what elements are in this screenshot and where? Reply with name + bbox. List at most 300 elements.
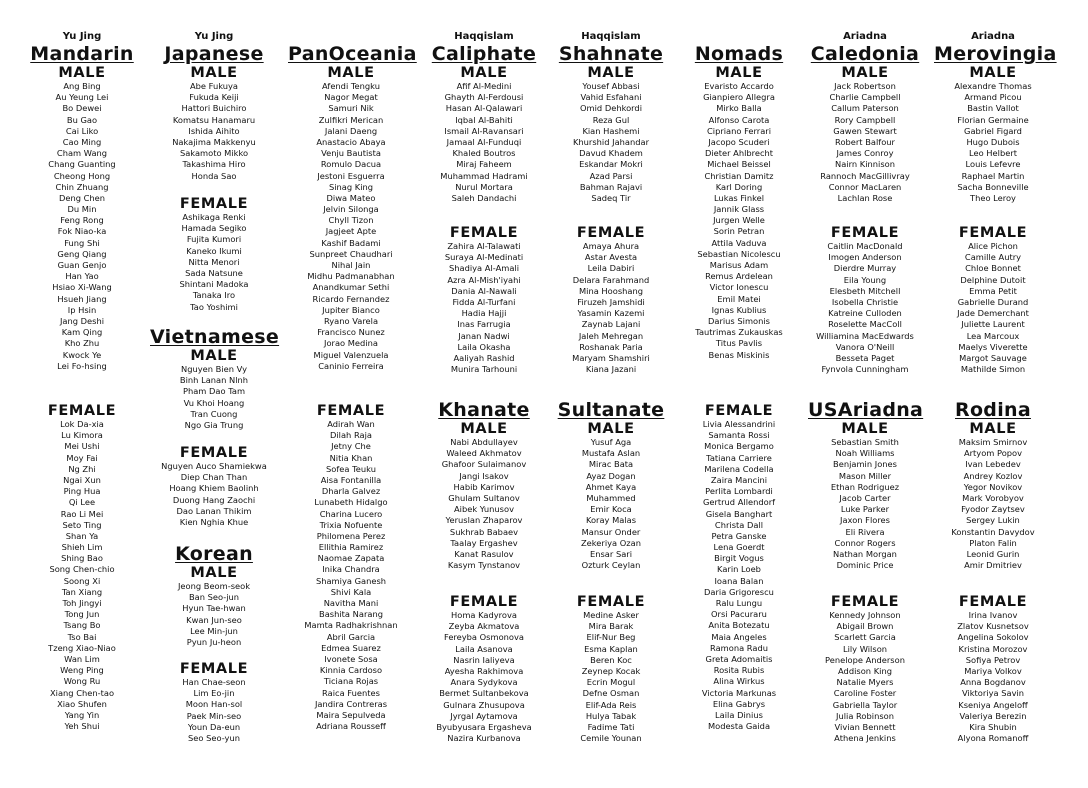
name-entry: Jannik Glass [713,204,765,215]
name-entry: Raica Fuentes [322,687,380,698]
male-heading: MALE [587,421,635,437]
name-entry: Julia Robinson [836,710,894,721]
name-entry: Nathan Morgan [833,548,897,559]
name-entry: Cai Liko [65,125,99,136]
name-entry: Bahman Rajavi [579,181,643,192]
name-entry: Medine Asker [583,610,639,620]
name-entry: Du Min [67,204,97,215]
name-entry: Adirah Wan [327,419,375,429]
female-names [686,419,792,732]
name-entry: Jeong Beom-seok [177,581,251,591]
name-entry: Sergey Lukin [966,515,1020,526]
female-names [288,419,414,732]
name-entry: Angelina Sokolov [957,632,1029,643]
name-entry: Inas Farrugia [457,319,511,330]
male-heading: MALE [460,421,508,437]
name-entry: Abe Fukuya [189,81,239,91]
name-entry: Abril Garcia [326,631,376,642]
name-entry: Dania Al-Nawali [451,285,517,296]
name-entry: Taalay Ergashev [450,537,518,548]
nation-title: Sultanate [557,399,665,421]
name-entry: Besseta Paget [835,352,895,363]
female-heading: FEMALE [830,594,900,610]
name-entry: Sadeq Tir [591,192,631,203]
name-entry: Chang Guanting [48,159,116,170]
name-entry: Nabi Abdullayev [450,437,518,447]
name-entry: Soong Xi [63,575,101,586]
name-entry: Platon Falin [969,537,1017,548]
name-entry: Azra Al-Mish'iyahi [447,274,521,285]
name-entry: Caroline Foster [833,688,897,699]
name-entry: Sofiya Petrov [965,654,1021,665]
section-caliphate-female [428,225,540,375]
name-entry: Ip Hsin [67,304,97,315]
name-entry: Alfonso Carota [708,114,770,125]
name-entry: Zulfikri Merican [318,114,384,125]
name-entry: Nitia Khan [329,452,373,463]
name-entry: Xiao Shufen [57,698,107,709]
name-entry: Benjamin Jones [833,459,897,470]
female-heading: FEMALE [316,403,386,419]
nation-title: USAriadna [808,399,924,421]
name-entry: Afif Al-Medini [456,81,512,91]
name-entry: Suraya Al-Medinati [444,252,524,263]
section-khanate [428,399,540,571]
female-names [808,241,922,375]
name-entry: Jagjeet Apte [325,226,377,237]
name-entry: Imogen Anderson [828,252,902,263]
name-entry: Koray Malas [585,515,637,526]
name-entry: Christa Dall [714,519,764,530]
name-entry: Attila Vaduva [711,237,767,248]
name-entry: Laila Asanova [455,643,513,654]
faction-label: Ariadna [843,31,887,42]
name-entry: Titus Pavlis [715,338,763,349]
name-entry: Ashikaga Renki [182,212,246,222]
name-entry: Dilah Raja [329,430,373,441]
name-entry: Mirac Bata [588,459,634,470]
name-entry: Kwock Ye [62,349,102,360]
nation-title: Khanate [438,399,530,421]
name-entry: Amir Dmitriev [964,560,1022,571]
name-entry: Gisela Banghart [705,508,773,519]
female-names [30,419,134,732]
male-names [934,81,1052,204]
name-entry: Fukuda Keiji [189,92,239,103]
name-entry: Karin Loeb [717,564,761,575]
name-entry: Wong Ru [63,676,101,687]
name-entry: Trixia Nofuente [319,519,383,530]
section-shahnate-female [556,225,666,375]
name-entry: Bashita Narang [319,609,383,620]
name-entry: Fyodor Zaytsev [961,504,1025,515]
name-entry: Komatsu Hanamaru [172,114,256,125]
name-entry: Au Yeung Lei [55,92,109,103]
name-entry: Scarlett Garcia [834,632,896,643]
name-entry: Amaya Ahura [582,241,640,251]
name-entry: Delara Farahmand [572,274,650,285]
name-entry: Guan Genjo [57,260,107,270]
name-entry: Saleh Dandachi [451,192,517,203]
name-entry: Kaneko Ikumi [186,245,242,256]
name-entry: Miraj Faheem [456,159,512,170]
name-entry: Nakajima Makkenyu [172,136,256,147]
name-entry: Abigail Brown [836,621,894,632]
male-heading: MALE [190,565,238,581]
name-entry: Mansur Onder [581,526,641,537]
name-entry: Louis Lefevre [965,159,1021,170]
male-names [428,437,540,571]
name-entry: Emir Koca [590,504,632,515]
name-entry: Mira Barak [588,621,634,632]
male-names [808,437,922,571]
name-entry: Sebastian Smith [831,437,899,447]
name-entry: Hugo Dubois [966,136,1020,147]
name-entry: Zeyba Akmatova [448,621,520,632]
name-entry: Caitlin MacDonald [827,241,903,251]
name-entry: Ishida Aihito [188,125,240,136]
male-names [808,81,922,204]
section-panoceania-female [288,403,414,732]
section-rodina-female [934,594,1052,744]
name-entry: Mina Hooshang [578,285,644,296]
female-names [556,610,666,744]
name-entry: Theo Leroy [970,192,1016,203]
section-caledonia-female [808,225,922,375]
name-entry: Jorao Medina [324,338,378,349]
nation-title: Nomads [694,43,784,65]
name-entry: Dharla Galvez [321,486,381,497]
name-entry: Gawen Stewart [833,125,897,136]
name-entry: Zeynep Kocak [581,665,641,676]
male-heading: MALE [969,65,1017,81]
name-entry: Ismail Al-Ravansari [444,125,524,136]
name-entry: Kiana Jazani [585,364,637,375]
name-entry: Shintani Madoka [179,279,249,290]
name-entry: Valeriya Berezin [959,710,1027,721]
name-entry: Kira Shubin [969,721,1017,732]
name-entry: Robert Balfour [835,136,895,147]
name-entry: Remus Ardelean [705,271,773,282]
section-nomads-female [686,403,792,732]
name-entry: Dieter Ahlbrecht [704,148,774,159]
name-entry: Honda Sao [191,170,237,181]
name-entry: Williamina MacEdwards [816,330,914,341]
name-entry: Irina Ivanov [968,610,1018,620]
name-entry: Eskandar Mokri [579,159,643,170]
name-entry: Bo Dewei [62,103,102,114]
female-names [934,241,1052,375]
section-nomads [686,43,792,361]
name-entry: Laila Okasha [457,341,511,352]
name-entry: Raphael Martin [961,170,1025,181]
name-entry: Reza Gul [592,114,630,125]
name-entry: Kian Hashemi [582,125,640,136]
name-entry: Habib Karimov [453,481,515,492]
name-entry: Mirko Balla [716,103,762,114]
name-entry: Jandira Contreras [314,698,388,709]
name-entry: Gabrielle Durand [957,296,1029,307]
female-heading: FEMALE [704,403,774,419]
name-entry: Tan Xiang [61,586,103,597]
name-entry: Inika Chandra [322,564,380,575]
name-entry: Shadiya Al-Amali [448,263,520,274]
name-entry: Philomena Perez [316,530,386,541]
name-entry: Mark Vorobyov [962,492,1024,503]
nation-title: Caliphate [431,43,537,65]
name-entry: Bu Gao [66,114,98,125]
name-entry: Munira Tarhouni [450,364,518,375]
name-entry: Jang Deshi [59,315,105,326]
name-entry: Maelys Viverette [958,341,1028,352]
name-entry: Maira Sepulveda [316,709,386,720]
name-entry: Dao Lanan Thikim [176,505,252,516]
male-heading: MALE [190,348,238,364]
name-entry: Hulya Tabak [585,710,637,721]
nation-title: Mandarin [30,43,134,65]
name-entry: Deng Chen [58,192,106,203]
name-entry: Sacha Bonneville [957,181,1029,192]
nation-title: Rodina [955,399,1031,421]
name-entry: Monica Bergamo [704,441,774,452]
name-entry: Seo Seo-yun [188,732,240,743]
name-entry: Firuzeh Jamshidi [577,296,645,307]
name-entry: Lee Min-jun [190,625,238,636]
name-entry: Anara Sydykova [450,677,518,688]
name-entry: Kasym Tynstanov [447,560,521,571]
name-entry: Charina Lucero [319,508,383,519]
name-entry: Moy Fai [66,452,98,463]
name-entry: Adriana Rousseff [316,721,386,732]
nation-title: Japanese [164,43,264,65]
name-entry: Tsang Bo [63,620,101,631]
name-entry: Juliette Laurent [961,319,1025,330]
name-entry: Charlie Campbell [829,92,901,103]
name-entry: Mariya Volkov [964,665,1022,676]
name-entry: Lachlan Rose [837,192,893,203]
name-entry: Ozturk Ceylan [581,560,641,571]
name-entry: Takashima Hiro [182,159,246,170]
male-heading: MALE [587,65,635,81]
name-entry: Sada Natsune [185,267,243,278]
name-entry: Iqbal Al-Bahiti [455,114,513,125]
name-entry: Afendi Tengku [322,81,380,91]
faction-label: Yu Jing [62,31,102,42]
name-entry: Gabriel Figard [964,125,1022,136]
name-entry: Ban Seo-jun [188,592,240,603]
female-heading: FEMALE [179,661,249,677]
section-mandarin [30,31,134,372]
name-entry: Yasamin Kazemi [577,308,645,319]
name-entry: Mei Ushi [64,441,100,452]
name-entry: Ayesha Rakhimova [444,665,524,676]
name-entry: Jangi Isakov [459,470,509,481]
name-entry: Elif-Ada Reis [585,699,637,710]
name-entry: Lily Wilson [842,643,888,654]
name-entry: Maia Angeles [711,631,767,642]
name-entry: Armand Picou [964,92,1022,103]
name-entry: Anita Botezatu [708,620,770,631]
name-entry: Xiang Chen-tao [49,687,115,698]
name-entry: Omid Dehkordi [580,103,642,114]
name-entry: Roselette MacColl [828,319,902,330]
name-entry: Lok Da-xia [60,419,104,429]
name-entry: Yeruslan Zhaparov [445,515,523,526]
name-entry: Delphine Dutoit [960,274,1026,285]
name-entry: Eila Young [843,274,887,285]
name-entry: Penelope Anderson [825,654,905,665]
name-entry: Anandkumar Sethi [312,282,390,293]
name-entry: Yang Yin [64,709,100,720]
name-entry: Hasan Al-Qalawari [445,103,523,114]
name-entry: Gulnara Zhusupova [443,699,525,710]
name-entry: Maryam Shamshiri [572,352,650,363]
section-mandarin-female [30,403,134,732]
name-entry: Jaleh Mehregan [578,330,644,341]
name-entry: Paek Min-seo [186,710,242,721]
name-entry: Esma Kaplan [584,643,638,654]
name-entry: Weng Ping [60,665,104,676]
female-names [428,610,540,744]
name-entry: Ramona Radu [710,642,768,653]
name-entry: Maksim Smirnov [958,437,1028,447]
name-entry: Addison King [838,665,892,676]
female-heading: FEMALE [449,225,519,241]
name-entry: Ahmet Kaya [585,481,637,492]
female-heading: FEMALE [449,594,519,610]
name-entry: Hsiao Xi-Wang [52,282,112,293]
female-heading: FEMALE [958,225,1028,241]
name-entry: Miguel Valenzuela [313,349,389,360]
name-entry: Jack Robertson [834,81,896,91]
name-entry: Margot Sauvage [959,352,1027,363]
name-entry: Pyun Ju-heon [186,636,242,647]
name-entry: James Conroy [836,148,894,159]
faction-label: Haqqislam [581,31,641,42]
name-entry: Shivi Kala [330,586,372,597]
name-entry: Tran Cuong [190,408,238,419]
name-entry: Lu Kimora [61,430,103,441]
name-entry: Duong Hang Zaochi [172,494,256,505]
section-caliphate [428,31,540,204]
name-entry: Gianpiero Allegra [703,92,775,103]
name-entry: Ryano Varela [323,315,379,326]
name-entry: Defne Osman [582,688,640,699]
name-entry: Hsueh Jiang [57,293,107,304]
section-usariadna [808,399,922,571]
name-entry: Zekeriya Ozan [581,537,641,548]
name-entry: Vu Khoi Hoang [183,397,245,408]
name-entry: Shing Bao [61,553,103,564]
section-panoceania [288,43,417,372]
name-entry: Sunpreet Chaudhari [309,248,393,259]
name-entry: Dierdre Murray [833,263,897,274]
name-entry: Diwa Mateo [326,192,376,203]
name-entry: Nagor Megat [324,92,378,103]
name-entry: Alyona Romanoff [957,733,1029,744]
name-entry: Petra Ganske [711,530,767,541]
male-heading: MALE [58,65,106,81]
name-entry: Tanaka Iro [192,290,236,301]
name-entry: Dominic Price [836,560,894,571]
male-names [934,437,1052,571]
name-entry: Jamaal Al-Funduqi [446,136,522,147]
name-entry: Sofea Teuku [326,463,376,474]
name-entry: Nasrin Ialiyeva [453,654,515,665]
name-entry: Luke Parker [840,504,890,515]
name-entry: Leo Helbert [969,148,1017,159]
name-entry: Ayaz Dogan [586,470,636,481]
name-entry: Kinnia Cardoso [319,665,383,676]
name-entry: Gertrud Allendorf [702,497,776,508]
name-entry: Elif-Nur Beg [586,632,636,643]
name-entry: Ethan Rodriguez [830,481,900,492]
name-entry: Hamada Segiko [181,223,247,234]
section-vietnamese [150,326,278,431]
name-entry: Chyll Tizon [328,215,374,226]
nation-title: Shahnate [558,43,664,65]
male-heading: MALE [841,421,889,437]
section-sultanate [556,399,666,571]
name-entry: Shieh Lim [61,542,103,553]
name-entry: Astar Avesta [584,252,638,263]
name-entry: Anastacio Abaya [316,136,386,147]
female-names [556,241,666,375]
name-entry: Emma Petit [969,285,1017,296]
name-entry: Elesbeth Mitchell [829,285,901,296]
name-entry: Muhammed [586,492,636,503]
name-entry: Modesta Gaida [707,721,771,732]
name-entry: Zaynab Lajani [581,319,641,330]
name-entry: Francisco Nunez [317,327,385,338]
name-entry: Jelvin Silonga [323,204,379,215]
section-usariadna-female [808,594,922,744]
name-entry: Alina Wirkus [713,676,765,687]
name-entry: Yegor Novikov [963,481,1023,492]
name-entry: Chloe Bonnet [965,263,1021,274]
name-entry: Ghulam Sultanov [448,492,520,503]
name-entry: Zaira Mancini [710,474,768,485]
name-entry: Connor MacLaren [828,181,902,192]
name-entry: Fujita Kumori [186,234,242,245]
male-heading: MALE [327,65,375,81]
name-entry: Fung Shi [64,237,100,248]
name-entry: Diep Chan Than [180,472,248,483]
name-entry: Kanat Rasulov [454,548,514,559]
name-entry: Davud Khadem [579,148,643,159]
name-entry: Athena Jenkins [834,733,896,744]
name-entry: Cham Wang [56,148,108,159]
name-entry: Tatiana Carriere [706,452,772,463]
name-entry: Fok Niao-ka [57,226,107,237]
name-entry: Vivian Bennett [834,721,896,732]
name-entry: Jyrgal Aytamova [450,710,518,721]
name-entry: Romulo Dacua [320,159,382,170]
name-entry: Seto Ting [62,519,102,530]
name-entry: Pham Dao Tam [182,386,246,397]
nation-title: Korean [175,543,253,565]
name-entry: Byubyusara Ergasheva [436,721,532,732]
name-entry: Connor Rogers [834,537,896,548]
name-entry: Samuri Nik [328,103,374,114]
name-entry: Lei Fo-hsing [57,360,107,371]
name-entry: Ticiana Rojas [323,676,379,687]
name-entry: Bastin Vallot [967,103,1019,114]
female-names [160,212,268,313]
name-entry: Sukhrab Babaev [449,526,519,537]
name-entry: Qi Lee [68,497,96,508]
female-names [160,677,268,744]
